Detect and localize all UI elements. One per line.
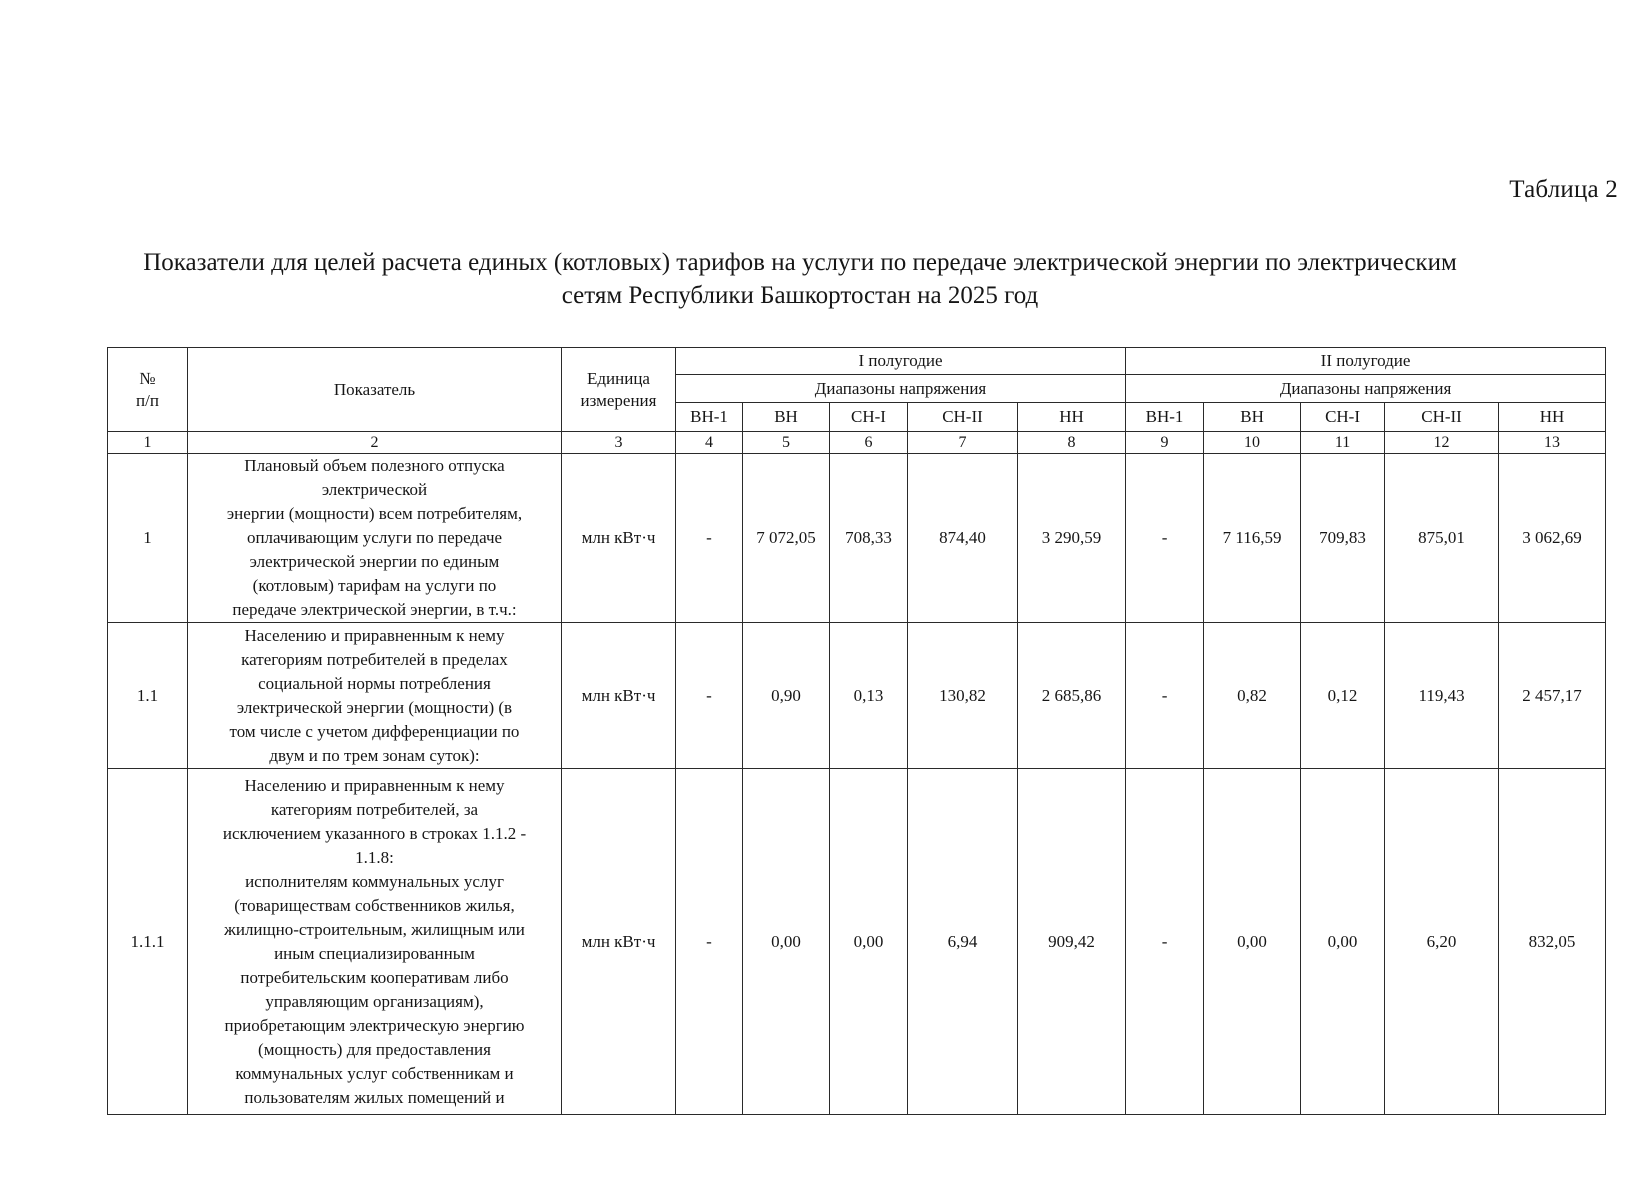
row-value: 6,94 [908,769,1018,1115]
title-line-1: Показатели для целей расчета единых (котловых) тарифов на услуги по передаче электрической энергии по электрическим [143,249,1457,276]
header-col-nn-h1: НН [1018,403,1126,432]
row-unit: млн кВт·ч [562,454,676,623]
header-voltage-ranges-2: Диапазоны напряжения [1126,375,1606,403]
indicator-line: том числе с учетом дифференциации по [229,721,520,741]
row-unit: млн кВт·ч [562,769,676,1115]
column-number-row [108,432,1606,454]
header-col-sn2-h1: СН-II [908,403,1018,432]
col-number: 12 [1385,432,1499,454]
indicator-line: 1.1.8: [355,847,394,867]
table-label: Таблица 2 [1509,176,1618,203]
indicator-line: исключением указанного в строках 1.1.2 - [222,823,527,843]
indicator-line: электрической энергии (мощности) (в [236,697,513,717]
header-col-vn-h1: ВН [743,403,830,432]
row-num: 1.1 [108,623,188,769]
header-half-1: I полугодие [676,348,1126,375]
col-number: 6 [830,432,908,454]
row-value: 7 116,59 [1204,454,1301,623]
indicator-line: энергии (мощности) всем потребителям, [226,504,523,523]
col-number: 1 [108,432,188,454]
indicator-line: Населению и приравненным к нему [244,625,505,645]
indicator-line: оплачивающим услуги по передаче [246,528,503,547]
row-value: 3 290,59 [1018,454,1126,623]
col-number: 3 [562,432,676,454]
row-value: 2 685,86 [1018,623,1126,769]
row-value: 0,00 [830,769,908,1115]
row-num: 1.1.1 [108,769,188,1115]
header-col-vn1-h2: ВН-1 [1126,403,1204,432]
indicator-line: (котловым) тарифам на услуги по [252,576,497,595]
row-value: 909,42 [1018,769,1126,1115]
indicator-line: приобретающим электрическую энергию [224,1015,525,1035]
title-line-2: сетям Республики Башкортостан на 2025 год [561,282,1039,309]
col-number: 11 [1301,432,1385,454]
col-number: 7 [908,432,1018,454]
row-value: - [1126,623,1204,769]
header-unit: Единица измерения [562,348,676,432]
row-value: 6,20 [1385,769,1499,1115]
row-value: 875,01 [1385,454,1499,623]
col-number: 4 [676,432,743,454]
row-value: 709,83 [1301,454,1385,623]
indicator-line: категориям потребителей, за [270,799,479,819]
header-col-vn-h2: ВН [1204,403,1301,432]
table-body [108,454,1606,1115]
row-value: 874,40 [908,454,1018,623]
row-indicator [188,454,562,623]
indicator-line: исполнителям коммунальных услуг [245,871,504,891]
row-indicator [188,623,562,769]
indicator-line: потребительским кооперативам либо [240,967,509,987]
indicator-line: коммунальных услуг собственникам и [235,1063,514,1083]
indicator-line: (мощность) для предоставления [258,1039,491,1059]
indicator-line: (товариществам собственников жилья, [234,895,515,915]
row-value: - [1126,454,1204,623]
indicator-line: передаче электрической энергии, в т.ч.: [232,600,517,619]
row-value: 130,82 [908,623,1018,769]
header-indicator: Показатель [188,348,562,432]
header-col-sn1-h1: СН-I [830,403,908,432]
row-value: 119,43 [1385,623,1499,769]
header-col-sn1-h2: СН-I [1301,403,1385,432]
col-number: 9 [1126,432,1204,454]
table-row [108,454,1606,623]
indicator-line: пользователям жилых помещений и [244,1087,505,1107]
row-value: 0,82 [1204,623,1301,769]
header-col-vn1-h1: ВН-1 [676,403,743,432]
row-value: - [676,769,743,1115]
indicator-line: категориям потребителей в пределах [241,649,508,669]
indicator-line: электрической [321,480,428,499]
row-unit: млн кВт·ч [562,623,676,769]
row-value: 0,00 [1204,769,1301,1115]
document-title [110,246,1490,312]
header-half-2: II полугодие [1126,348,1606,375]
header-num: № п/п [108,348,188,432]
indicator-line: двум и по трем зонам суток): [269,745,480,765]
col-number: 5 [743,432,830,454]
row-value: 0,90 [743,623,830,769]
row-value: - [676,623,743,769]
indicator-line: Населению и приравненным к нему [244,775,505,795]
row-value: 708,33 [830,454,908,623]
indicator-line: Плановый объем полезного отпуска [244,456,505,475]
row-value: - [1126,769,1204,1115]
header-col-sn2-h2: СН-II [1385,403,1499,432]
indicator-line: социальной нормы потребления [258,673,491,693]
header-col-nn-h2: НН [1499,403,1606,432]
row-value: 3 062,69 [1499,454,1606,623]
header-voltage-ranges-1: Диапазоны напряжения [676,375,1126,403]
indicator-line: иным специализированным [274,943,475,963]
row-value: 0,00 [743,769,830,1115]
tariff-indicators-table [107,347,1606,1115]
row-value: - [676,454,743,623]
table-row [108,623,1606,769]
indicator-line: управляющим организациям), [265,991,484,1011]
table-header [108,348,1606,454]
row-value: 2 457,17 [1499,623,1606,769]
row-value: 0,13 [830,623,908,769]
row-value: 0,00 [1301,769,1385,1115]
row-value: 0,12 [1301,623,1385,769]
row-value: 832,05 [1499,769,1606,1115]
indicator-line: электрической энергии по единым [249,552,500,571]
col-number: 13 [1499,432,1606,454]
col-number: 8 [1018,432,1126,454]
row-indicator [188,769,562,1115]
row-num: 1 [108,454,188,623]
col-number: 2 [188,432,562,454]
table-row [108,769,1606,1115]
row-value: 7 072,05 [743,454,830,623]
indicator-line: жилищно-строительным, жилищным или [224,919,525,939]
col-number: 10 [1204,432,1301,454]
